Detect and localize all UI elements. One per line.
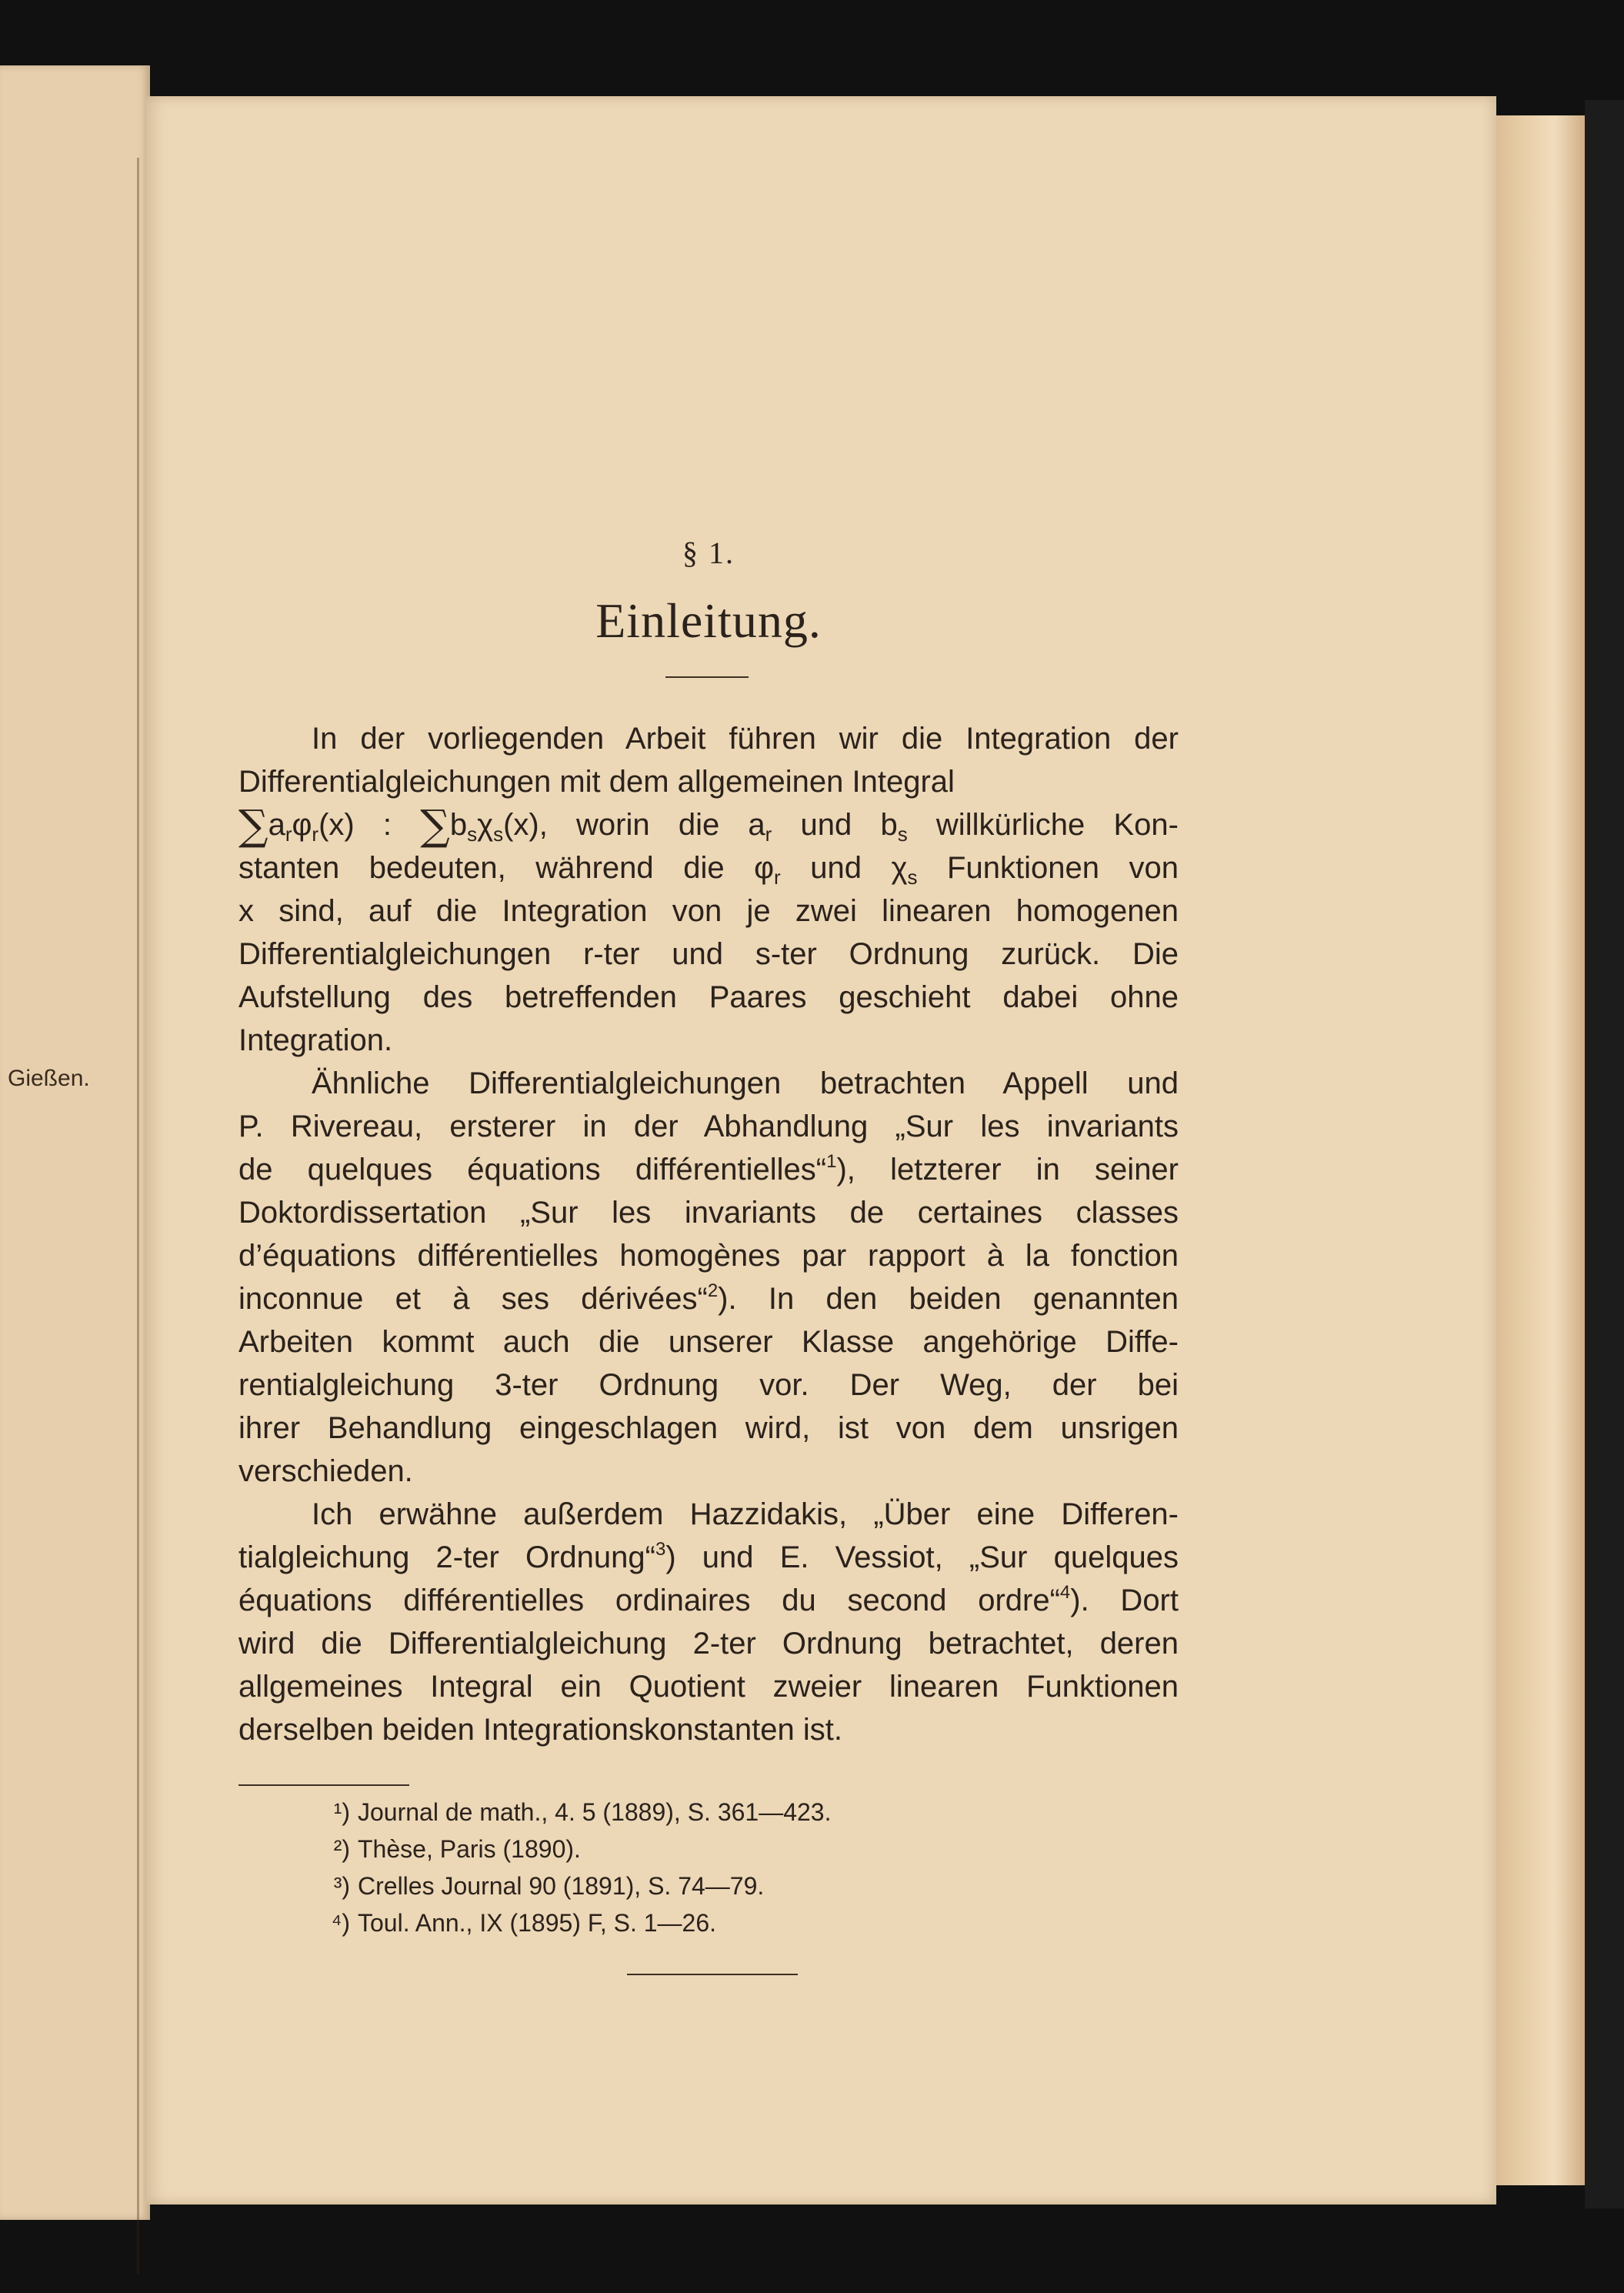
text-line (238, 1579, 1179, 1622)
text-line: rentialgleichung 3-ter Ordnung vor. Der Weg, der bei (238, 1368, 1179, 1402)
end-divider (627, 1974, 798, 1975)
subscript: s (493, 823, 504, 846)
footnote-mark: ⁴) (331, 1909, 350, 1937)
footnote (238, 1906, 1008, 1940)
text-span: ). In den beiden genannten (718, 1282, 1179, 1316)
text-span: ). Dort (1070, 1584, 1179, 1617)
footnote-divider (238, 1784, 409, 1786)
text-line (238, 1277, 1179, 1320)
footnote-text: Toul. Ann., IX (1895) F, S. 1—26. (358, 1909, 717, 1937)
footnote (238, 1795, 1008, 1829)
text-span: χ (477, 808, 494, 842)
subscript: r (765, 823, 772, 846)
text-span: b (449, 808, 468, 842)
sum-symbol: ∑ (238, 801, 268, 849)
text-span: Funktionen von (917, 851, 1179, 885)
text-line (238, 846, 1179, 889)
text-line: verschieden. (238, 1454, 413, 1488)
text-span: a (268, 808, 285, 842)
text-span: ), letzterer in seiner (836, 1153, 1179, 1187)
footnote-mark: ¹) (333, 1798, 350, 1826)
subscript: r (312, 823, 319, 846)
text-span: équations différentielles ordinaires du second ordre“ (238, 1584, 1060, 1617)
text-span: und χ (780, 851, 908, 885)
text-span: willkürliche Kon- (907, 808, 1179, 842)
footnote-ref: 4 (1059, 1582, 1071, 1603)
text-line: ihrer Behandlung eingeschlagen wird, ist von dem unsrigen (238, 1411, 1179, 1445)
footnote (238, 1869, 1008, 1903)
subscript: r (774, 866, 781, 889)
text-line (238, 1148, 1179, 1191)
book-cover-edge (1585, 100, 1624, 2208)
text-span: φ (292, 808, 312, 842)
footnote-text: Thèse, Paris (1890). (358, 1835, 581, 1863)
text-line: x sind, auf die Integration von je zwei linearen homogenen (238, 894, 1179, 928)
text-line: Ähnliche Differentialgleichungen betrachten Appell und (312, 1066, 1179, 1100)
footnote (238, 1832, 1008, 1866)
subscript: s (897, 823, 908, 846)
text-span: stanten bedeuten, während die φ (238, 851, 775, 885)
section-number: § 1. (682, 536, 735, 570)
text-line: Aufstellung des betreffenden Paares geschieht dabei ohne (238, 980, 1179, 1014)
text-line: Doktordissertation „Sur les invariants de certaines classes (238, 1196, 1179, 1230)
text-span: de quelques équations différentielles“ (238, 1153, 827, 1187)
text-span: tialgleichung 2-ter Ordnung“ (238, 1540, 655, 1574)
text-line: In der vorliegenden Arbeit führen wir die Integration der (312, 722, 1179, 756)
text-line: Integration. (238, 1023, 393, 1057)
subscript: s (907, 866, 918, 889)
text-line: wird die Differentialgleichung 2-ter Ordnung betrachtet, deren (238, 1627, 1179, 1661)
text-line: Differentialgleichungen mit dem allgemeinen Integral (238, 765, 955, 799)
page-title: Einleitung. (595, 593, 822, 648)
text-line: d’équations différentielles homogènes par rapport à la fonction (238, 1239, 1179, 1273)
footnote-ref: 3 (655, 1539, 666, 1560)
text-line: Ich erwähne außerdem Hazzidakis, „Über eine Differen- (312, 1497, 1179, 1531)
text-span: (x) : (318, 808, 421, 842)
text-span: und b (772, 808, 898, 842)
footnote-ref: 1 (826, 1151, 837, 1172)
text-line: P. Rivereau, ersterer in der Abhandlung „Sur les invariants (238, 1110, 1179, 1143)
left-page (0, 65, 150, 2220)
text-line: allgemeines Integral ein Quotient zweier linearen Funktionen (238, 1670, 1179, 1704)
formula-line (238, 801, 1179, 849)
text-line: Arbeiten kommt auch die unserer Klasse angehörige Diffe- (238, 1325, 1179, 1359)
footnote-mark: ²) (333, 1835, 350, 1863)
sum-symbol: ∑ (420, 801, 450, 849)
subscript: s (467, 823, 478, 846)
gutter-line (137, 158, 139, 2274)
text-line (238, 1536, 1179, 1579)
page-edges (1485, 115, 1585, 2185)
subscript: r (285, 823, 292, 846)
footnote-ref: 2 (707, 1280, 719, 1301)
text-span: ) und E. Vessiot, „Sur quelques (665, 1540, 1179, 1574)
heading-divider (665, 676, 749, 678)
footnote-text: Crelles Journal 90 (1891), S. 74—79. (358, 1872, 765, 1900)
footnote-text: Journal de math., 4. 5 (1889), S. 361—423. (358, 1798, 832, 1826)
left-margin-word: Gießen. (8, 1066, 90, 1091)
text-span: (x), worin die a (503, 808, 765, 842)
text-span: inconnue et à ses dérivées“ (238, 1282, 708, 1316)
text-line: derselben beiden Integrationskonstanten ist. (238, 1713, 842, 1747)
text-line: Differentialgleichungen r-ter und s-ter Ordnung zurück. Die (238, 937, 1179, 971)
footnote-mark: ³) (333, 1872, 350, 1900)
